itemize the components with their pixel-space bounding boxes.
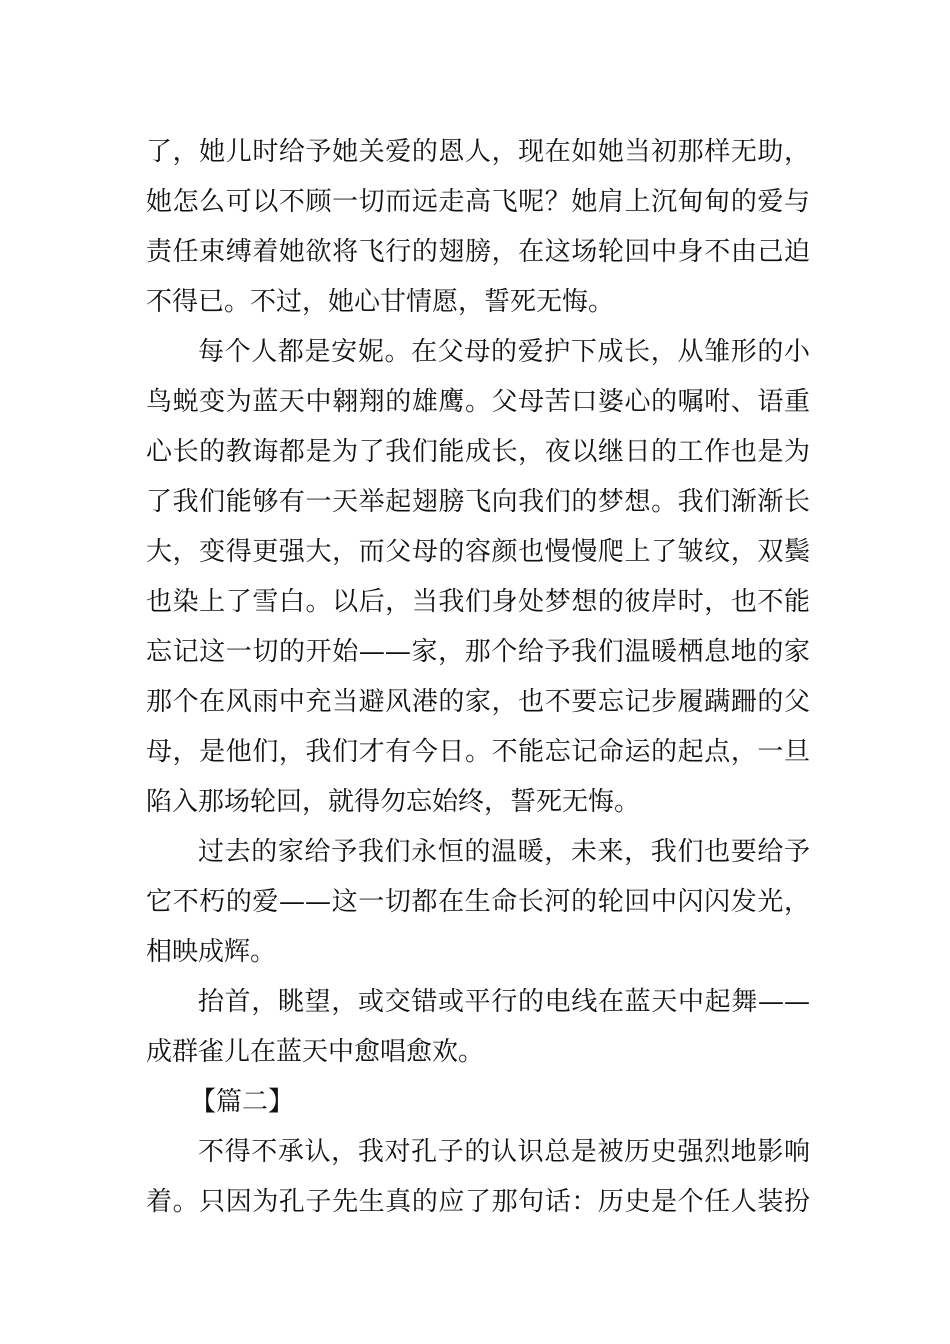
text-line: 不得不承认，我对孔子的认识总是被历史强烈地影响 — [198, 1137, 810, 1167]
text-line: 着。只因为孔子先生真的应了那句话：历史是个任人装扮 — [146, 1187, 810, 1217]
paragraph-1 — [146, 127, 810, 327]
text-line: 成群雀儿在蓝天中愈唱愈欢。 — [146, 1037, 485, 1067]
text-line: 它不朽的爱——这一切都在生命长河的轮回中闪闪发光， — [146, 887, 810, 917]
section-heading: 【篇二】 — [190, 1087, 295, 1117]
text-line: 也染上了雪白。以后，当我们身处梦想的彼岸时，也不能 — [146, 587, 810, 617]
text-line: 那个在风雨中充当避风港的家，也不要忘记步履蹒跚的父 — [146, 687, 810, 717]
text-line: 相映成辉。 — [146, 937, 277, 967]
text-line: 她怎么可以不顾一切而远走高飞呢？她肩上沉甸甸的爱与 — [146, 187, 810, 217]
text-line: 心长的教诲都是为了我们能成长，夜以继日的工作也是为 — [146, 437, 810, 467]
text-line: 大，变得更强大，而父母的容颜也慢慢爬上了皱纹，双鬓 — [146, 537, 810, 567]
document-body — [146, 127, 810, 1227]
paragraph-5 — [146, 1127, 810, 1227]
text-line: 忘记这一切的开始——家，那个给予我们温暖栖息地的家 — [146, 637, 810, 667]
text-line: 陷入那场轮回，就得勿忘始终，誓死无悔。 — [146, 787, 641, 817]
paragraph-4 — [146, 977, 810, 1077]
text-line: 抬首，眺望，或交错或平行的电线在蓝天中起舞—— — [198, 987, 810, 1017]
text-line: 鸟蜕变为蓝天中翱翔的雄鹰。父母苦口婆心的嘱咐、语重 — [146, 387, 810, 417]
text-line: 每个人都是安妮。在父母的爱护下成长，从雏形的小 — [198, 337, 810, 367]
text-line: 责任束缚着她欲将飞行的翅膀，在这场轮回中身不由己迫 — [146, 237, 810, 267]
text-line: 了我们能够有一天举起翅膀飞向我们的梦想。我们渐渐长 — [146, 487, 810, 517]
paragraph-3 — [146, 827, 810, 977]
text-line: 了，她儿时给予她关爱的恩人，现在如她当初那样无助， — [146, 137, 810, 167]
paragraph-2 — [146, 327, 810, 827]
text-line: 过去的家给予我们永恒的温暖，未来，我们也要给予 — [198, 837, 810, 867]
text-line: 不得已。不过，她心甘情愿，誓死无悔。 — [146, 287, 615, 317]
text-line: 母，是他们，我们才有今日。不能忘记命运的起点，一旦 — [146, 737, 810, 767]
